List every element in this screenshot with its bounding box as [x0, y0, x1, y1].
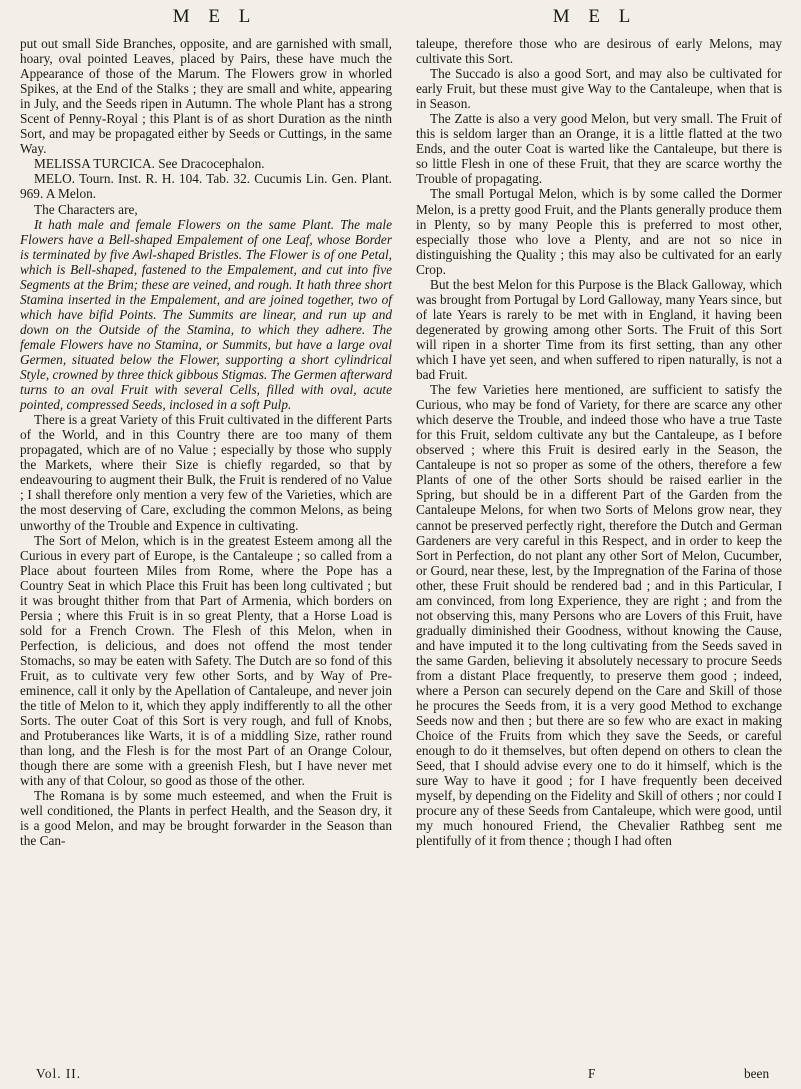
running-head-left: M E L	[172, 6, 258, 27]
entry-heading: MELO. Tourn. Inst. R. H. 104. Tab. 32. Cucumis Lin. Gen. Plant. 969. A Melon.	[20, 171, 392, 202]
paragraph: The few Varieties here mentioned, are sufficient to satisfy the Curious, who may be fond of Variety, for there are scarce any other which deserve the Trouble, and indeed those who have a true Taste for this Fruit, seldom cultivate any but the Cantaleupe, as I before observed ; where this Fruit is desired early in the Season, the Cantaleupe is not so proper as some of the others, therefore a few Plants of one of the other Sorts should be raised earlier in the Spring, but should be in a different Part of the Garden from the Cantaleupe Melons, for when two Sorts of Melons grow near, they cannot be preserved perfectly right, therefore the Dutch and German Gardeners are very careful in this Respect, and in order to keep the Sort in Perfection, do not plant any other Sort of Melon, Cucumber, or Gourd, near these, lest, by the Impregnation of the Farina of those other, these Fruit should be rendered bad ; and in this Particular, I am convinced, from long Experience, they are right ; and from the not observing this, many Persons who are Lovers of this Fruit, have gradually diminished their Goodness, without knowing the Cause, and have imputed it to the long cultivating from the Seeds saved in the same Garden, believing it absolutely necessary to procure Seeds from a distant Place frequently, to preserve them good ; indeed, where a Person can securely depend on the Care and Skill of those he procures the Seeds from, it is a very good Method to exchange Seeds now and then ; but there are so few who are exact in making Choice of the Fruits from which they save the Seeds, or careful enough to do it themselves, but often depend on others to clean the Seed, that I should advise every one to do it himself, which is the sure Way to have it good ; for I have frequently been deceived myself, by depending on the Fidelity and Skill of others ; nor could I procure any of these Seeds from Cantaleupe, which were good, until my much honoured Friend, the Chevalier Rathbeg sent me plentifully of it from thence ; though I had often	[416, 382, 782, 849]
volume-signature: Vol. II.	[36, 1066, 82, 1081]
paragraph: But the best Melon for this Purpose is the Black Galloway, which was brought from Portugal by Lord Galloway, many Years since, but of late Years is rarely to be met with in England, it having been degenerated by growing among other Sorts. The Fruit of this Sort will ripen in a shorter Time from its first setting, than any other which I have yet seen, and when suffered to ripen naturally, is not a bad Fruit.	[416, 276, 782, 383]
signature-mark: F	[588, 1066, 596, 1081]
paragraph: put out small Side Branches, opposite, and are garnished with small, hoary, oval pointed Leaves, placed by Pairs, these have much the Appearance of those of the Marum. The Flowers grow in whorled Spikes, at the End of the Stalks ; they are small and white, appearing in July, and the Seeds ripen in Autumn. The whole Plant has a strong Scent of Penny-Royal ; this Plant is of as short Duration as the ninth Sort, and may be propagated either by Seeds or Cuttings, in the same Way.	[20, 36, 392, 157]
right-column	[416, 36, 782, 849]
paragraph: The Romana is by some much esteemed, and when the Fruit is well conditioned, the Plants in perfect Health, and the Season dry, it is a good Melon, and may be brought forwarder in the Season than the Can-	[20, 788, 392, 849]
catchword: been	[744, 1066, 770, 1081]
left-column	[20, 36, 392, 849]
paragraph: The Succado is also a good Sort, and may also be cultivated for early Fruit, but these must give Way to the Cantaleupe, when that is in Season.	[416, 66, 782, 112]
running-head-right: M E L	[552, 6, 638, 27]
paragraph: The Sort of Melon, which is in the greatest Esteem among all the Curious in every part of Europe, is the Cantaleupe ; so called from a Place about fourteen Miles from Rome, where the Pope has a Country Seat in which Place this Fruit has been long cultivated ; but it was brought thither from that Part of Armenia, which borders on Persia ; where this Fruit is in so great Plenty, that a Horse Load is sold for a French Crown. The Flesh of this Melon, when in Perfection, is delicious, and does not offend the most tender Stomachs, so may be eaten with Safety. The Dutch are so fond of this Fruit, as to cultivate very few other Sorts, and by Way of Pre-eminence, call it only by the Apellation of Cantaleupe, and never join the title of Melon to it, which they apply indifferently to all the other Sorts. The outer Coat of this Sort is very rough, and full of Knobs, and Protuberances like Warts, it is of a middling Size, rather round than long, and the Flesh is for the most Part of an Orange Colour, though there are some with a greenish Flesh, but I have never met with any of that Colour, so good as those of the other.	[20, 532, 392, 789]
characters-paragraph: It hath male and female Flowers on the same Plant. The male Flowers have a Bell-shaped Empalement of one Leaf, whose Border is terminated by five Awl-shaped Bristles. The Flower is of one Petal, which is Bell-shaped, fastened to the Empalement, and cut into five Segments at the Brim; these are veined, and rough. It hath three short Stamina inserted in the Empalement, and are joined together, two of which have bifid Points. The Summits are linear, and run up and down on the Outside of the Stamina, to which they adhere. The female Flowers have no Stamina, or Summits, but have a large oval Germen, situated below the Flower, supporting a short cylindrical Style, crowned by three thick gibbous Stigmas. The Germen afterward turns to an oval Fruit with several Cells, filled with oval, acute pointed, compressed Seeds, inclosed in a soft Pulp.	[20, 216, 392, 413]
paragraph: The small Portugal Melon, which is by some called the Dormer Melon, is a pretty good Fruit, and the Plants generally produce them in Plenty, so by many People this is preferred to most other, especially those who love a Plenty, and are not so nice in distinguishing the Quality ; this may also be cultivated for an early Crop.	[416, 186, 782, 277]
entry-heading: MELISSA TURCICA. See Dracocephalon.	[34, 156, 265, 172]
paragraph: The Zatte is also a very good Melon, but very small. The Fruit of this is seldom larger than an Orange, it is a little flatted at the two Ends, and the outer Coat is warted like the Cantaleupe, but there is so little Flesh in one of these Fruit, that they are scarce worthy the Trouble of propagating.	[416, 111, 782, 187]
paragraph: taleupe, therefore those who are desirous of early Melons, may cultivate this Sort.	[416, 36, 782, 67]
paragraph: The Characters are,	[34, 201, 138, 217]
paragraph: There is a great Variety of this Fruit cultivated in the different Parts of the World, and in this Country there are too many of them propagated, which are of no Value ; especially by those who supply the Markets, where their Size is chiefly regarded, so that by endeavouring to augment their Bulk, the Fruit is rendered of no Value ; I shall therefore only mention a very few of the Varieties, which are the most deserving of Care, excluding the common Melons, as being unworthy of the Trouble and Expence in cultivating.	[20, 412, 392, 533]
